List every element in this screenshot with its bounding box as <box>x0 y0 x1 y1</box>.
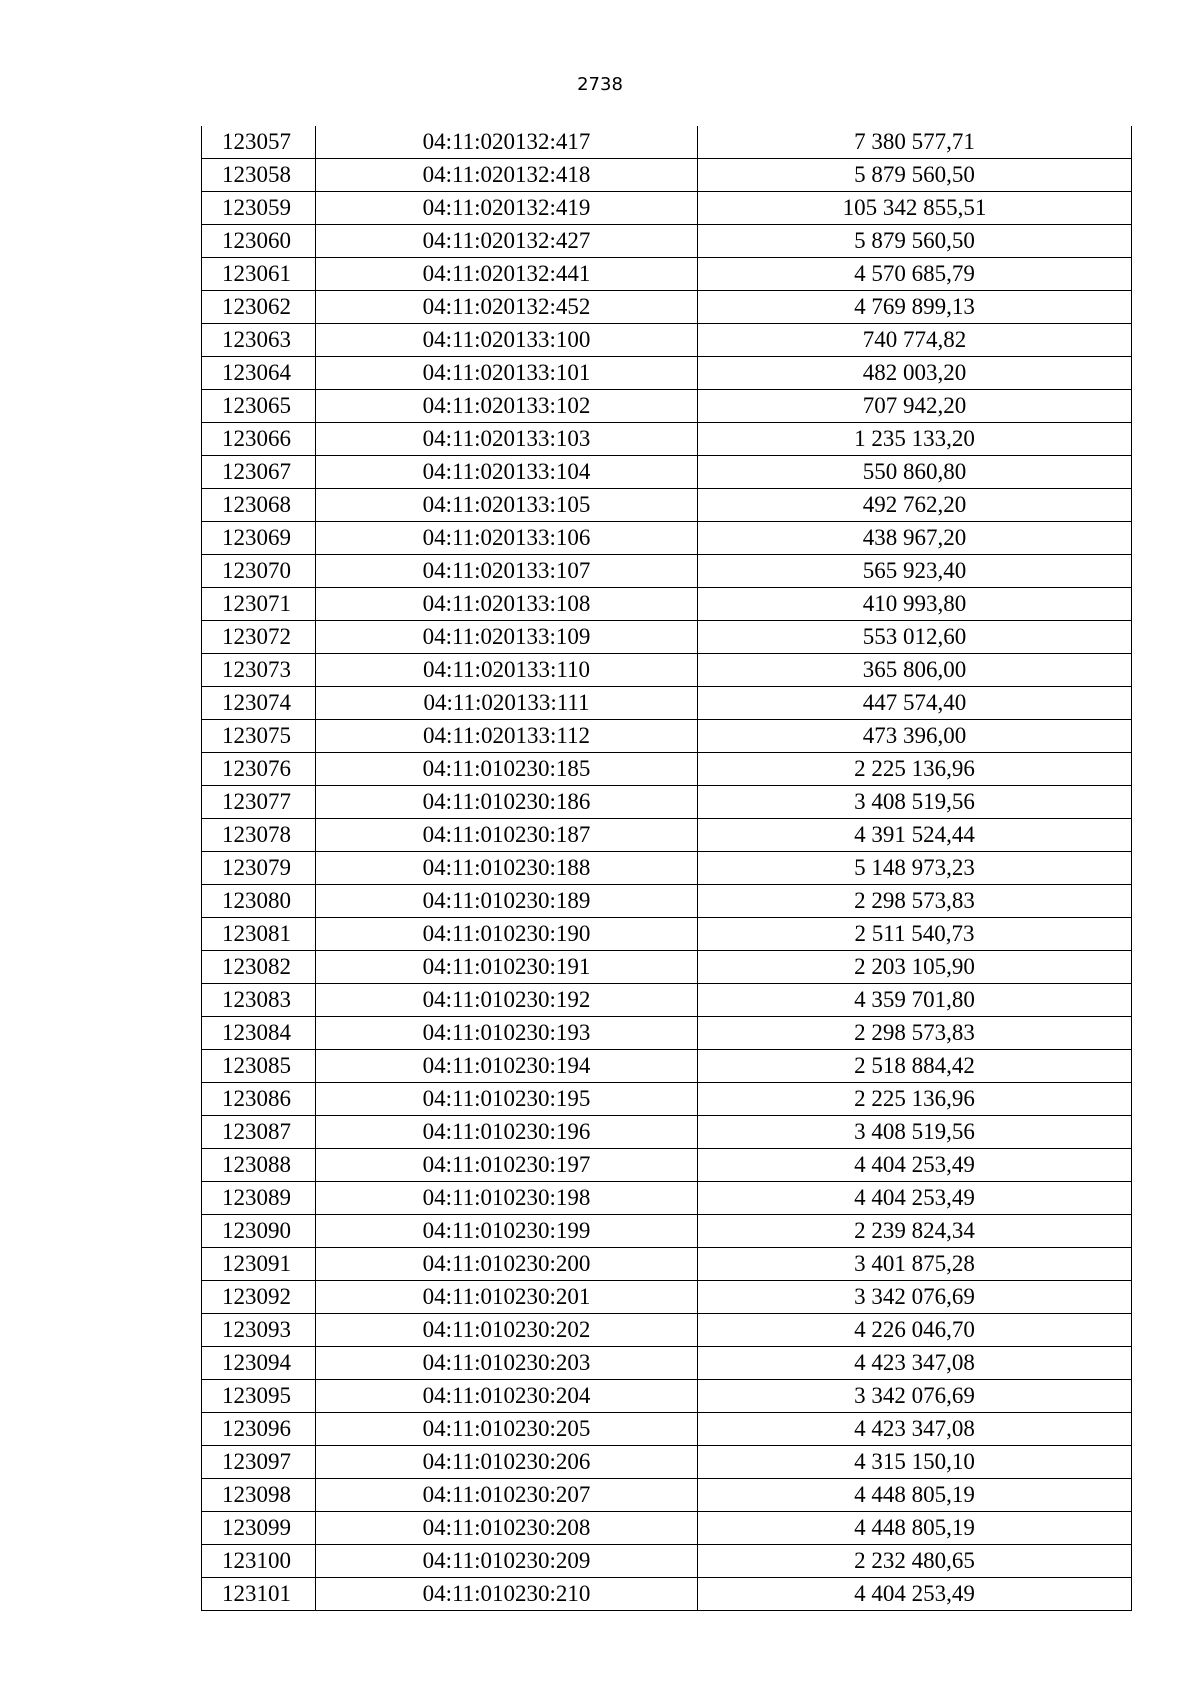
cadastral-value-cell: 740 774,82 <box>698 324 1132 357</box>
cadastral-value-cell: 105 342 855,51 <box>698 192 1132 225</box>
cadastral-number-cell: 04:11:020132:418 <box>316 159 698 192</box>
table-row <box>202 423 1132 456</box>
table-row <box>202 1116 1132 1149</box>
row-number-cell: 123086 <box>202 1083 316 1116</box>
cadastral-value-cell: 4 226 046,70 <box>698 1314 1132 1347</box>
cadastral-number-cell: 04:11:020133:100 <box>316 324 698 357</box>
cadastral-number-cell: 04:11:010230:196 <box>316 1116 698 1149</box>
row-number-cell: 123078 <box>202 819 316 852</box>
table-row <box>202 1083 1132 1116</box>
row-number-cell: 123095 <box>202 1380 316 1413</box>
table-row <box>202 192 1132 225</box>
cadastral-value-cell: 4 448 805,19 <box>698 1479 1132 1512</box>
row-number-cell: 123101 <box>202 1578 316 1611</box>
cadastral-value-cell: 2 298 573,83 <box>698 1017 1132 1050</box>
cadastral-number-cell: 04:11:010230:204 <box>316 1380 698 1413</box>
row-number-cell: 123074 <box>202 687 316 720</box>
table-row <box>202 1050 1132 1083</box>
cadastral-value-cell: 553 012,60 <box>698 621 1132 654</box>
cadastral-value-cell: 7 380 577,71 <box>698 126 1132 159</box>
row-number-cell: 123062 <box>202 291 316 324</box>
cadastral-value-cell: 2 225 136,96 <box>698 753 1132 786</box>
table-row <box>202 819 1132 852</box>
table-row <box>202 621 1132 654</box>
table-row <box>202 291 1132 324</box>
cadastral-number-cell: 04:11:020133:111 <box>316 687 698 720</box>
cadastral-number-cell: 04:11:020133:101 <box>316 357 698 390</box>
row-number-cell: 123085 <box>202 1050 316 1083</box>
cadastral-value-cell: 5 148 973,23 <box>698 852 1132 885</box>
cadastral-value-cell: 565 923,40 <box>698 555 1132 588</box>
cadastral-number-cell: 04:11:010230:195 <box>316 1083 698 1116</box>
row-number-cell: 123059 <box>202 192 316 225</box>
cadastral-value-cell: 4 315 150,10 <box>698 1446 1132 1479</box>
cadastral-number-cell: 04:11:020132:452 <box>316 291 698 324</box>
cadastral-value-cell: 4 448 805,19 <box>698 1512 1132 1545</box>
row-number-cell: 123067 <box>202 456 316 489</box>
table-row <box>202 1347 1132 1380</box>
row-number-cell: 123080 <box>202 885 316 918</box>
cadastral-number-cell: 04:11:020133:110 <box>316 654 698 687</box>
cadastral-number-cell: 04:11:020133:109 <box>316 621 698 654</box>
table-row <box>202 1281 1132 1314</box>
table-row <box>202 225 1132 258</box>
table-row <box>202 918 1132 951</box>
table-row <box>202 1248 1132 1281</box>
cadastral-value-cell: 410 993,80 <box>698 588 1132 621</box>
cadastral-number-cell: 04:11:010230:205 <box>316 1413 698 1446</box>
row-number-cell: 123066 <box>202 423 316 456</box>
row-number-cell: 123082 <box>202 951 316 984</box>
row-number-cell: 123076 <box>202 753 316 786</box>
cadastral-value-cell: 4 769 899,13 <box>698 291 1132 324</box>
cadastral-number-cell: 04:11:010230:199 <box>316 1215 698 1248</box>
row-number-cell: 123077 <box>202 786 316 819</box>
table-body <box>202 126 1132 1611</box>
table-row <box>202 786 1132 819</box>
cadastral-value-cell: 473 396,00 <box>698 720 1132 753</box>
table-row <box>202 456 1132 489</box>
cadastral-number-cell: 04:11:010230:194 <box>316 1050 698 1083</box>
cadastral-value-cell: 482 003,20 <box>698 357 1132 390</box>
row-number-cell: 123057 <box>202 126 316 159</box>
table-row <box>202 126 1132 159</box>
cadastral-number-cell: 04:11:010230:193 <box>316 1017 698 1050</box>
table-row <box>202 1545 1132 1578</box>
table-row <box>202 1182 1132 1215</box>
table-row <box>202 555 1132 588</box>
cadastral-value-cell: 4 391 524,44 <box>698 819 1132 852</box>
cadastral-number-cell: 04:11:010230:206 <box>316 1446 698 1479</box>
cadastral-value-cell: 1 235 133,20 <box>698 423 1132 456</box>
cadastral-value-cell: 3 401 875,28 <box>698 1248 1132 1281</box>
table-row <box>202 1446 1132 1479</box>
cadastral-value-cell: 5 879 560,50 <box>698 225 1132 258</box>
cadastral-number-cell: 04:11:010230:200 <box>316 1248 698 1281</box>
table-row <box>202 1512 1132 1545</box>
cadastral-number-cell: 04:11:010230:190 <box>316 918 698 951</box>
row-number-cell: 123072 <box>202 621 316 654</box>
table-row <box>202 687 1132 720</box>
row-number-cell: 123098 <box>202 1479 316 1512</box>
cadastral-number-cell: 04:11:010230:188 <box>316 852 698 885</box>
cadastral-value-cell: 5 879 560,50 <box>698 159 1132 192</box>
cadastral-value-cell: 3 408 519,56 <box>698 1116 1132 1149</box>
cadastral-value-cell: 365 806,00 <box>698 654 1132 687</box>
cadastral-value-cell: 550 860,80 <box>698 456 1132 489</box>
cadastral-number-cell: 04:11:020132:441 <box>316 258 698 291</box>
table-row <box>202 324 1132 357</box>
cadastral-number-cell: 04:11:020132:419 <box>316 192 698 225</box>
row-number-cell: 123073 <box>202 654 316 687</box>
table-row <box>202 258 1132 291</box>
cadastral-value-cell: 3 342 076,69 <box>698 1281 1132 1314</box>
row-number-cell: 123081 <box>202 918 316 951</box>
row-number-cell: 123097 <box>202 1446 316 1479</box>
cadastral-number-cell: 04:11:010230:202 <box>316 1314 698 1347</box>
cadastral-value-cell: 2 511 540,73 <box>698 918 1132 951</box>
cadastral-number-cell: 04:11:020132:427 <box>316 225 698 258</box>
cadastral-value-cell: 3 408 519,56 <box>698 786 1132 819</box>
cadastral-number-cell: 04:11:010230:210 <box>316 1578 698 1611</box>
table-row <box>202 1149 1132 1182</box>
row-number-cell: 123091 <box>202 1248 316 1281</box>
cadastral-number-cell: 04:11:020133:112 <box>316 720 698 753</box>
row-number-cell: 123060 <box>202 225 316 258</box>
cadastral-number-cell: 04:11:010230:197 <box>316 1149 698 1182</box>
cadastral-number-cell: 04:11:010230:208 <box>316 1512 698 1545</box>
cadastral-value-cell: 4 404 253,49 <box>698 1149 1132 1182</box>
row-number-cell: 123068 <box>202 489 316 522</box>
cadastral-value-cell: 707 942,20 <box>698 390 1132 423</box>
cadastral-value-cell: 4 404 253,49 <box>698 1578 1132 1611</box>
table-row <box>202 654 1132 687</box>
cadastral-value-table <box>201 126 1132 1611</box>
cadastral-number-cell: 04:11:010230:207 <box>316 1479 698 1512</box>
row-number-cell: 123093 <box>202 1314 316 1347</box>
table-row <box>202 885 1132 918</box>
table-row <box>202 753 1132 786</box>
cadastral-number-cell: 04:11:010230:187 <box>316 819 698 852</box>
row-number-cell: 123087 <box>202 1116 316 1149</box>
row-number-cell: 123090 <box>202 1215 316 1248</box>
cadastral-value-cell: 2 298 573,83 <box>698 885 1132 918</box>
row-number-cell: 123089 <box>202 1182 316 1215</box>
cadastral-number-cell: 04:11:020133:103 <box>316 423 698 456</box>
cadastral-number-cell: 04:11:010230:189 <box>316 885 698 918</box>
table-row <box>202 588 1132 621</box>
table-row <box>202 489 1132 522</box>
table-row <box>202 720 1132 753</box>
cadastral-number-cell: 04:11:010230:198 <box>316 1182 698 1215</box>
row-number-cell: 123092 <box>202 1281 316 1314</box>
table-row <box>202 1578 1132 1611</box>
row-number-cell: 123070 <box>202 555 316 588</box>
cadastral-number-cell: 04:11:010230:201 <box>316 1281 698 1314</box>
cadastral-value-cell: 2 518 884,42 <box>698 1050 1132 1083</box>
table-row <box>202 951 1132 984</box>
cadastral-value-cell: 2 239 824,34 <box>698 1215 1132 1248</box>
row-number-cell: 123094 <box>202 1347 316 1380</box>
page-number: 2738 <box>577 74 623 95</box>
table-row <box>202 1413 1132 1446</box>
cadastral-value-cell: 2 203 105,90 <box>698 951 1132 984</box>
row-number-cell: 123063 <box>202 324 316 357</box>
cadastral-value-cell: 4 570 685,79 <box>698 258 1132 291</box>
row-number-cell: 123069 <box>202 522 316 555</box>
cadastral-value-cell: 492 762,20 <box>698 489 1132 522</box>
cadastral-value-cell: 4 423 347,08 <box>698 1413 1132 1446</box>
cadastral-number-cell: 04:11:010230:192 <box>316 984 698 1017</box>
table-row <box>202 1479 1132 1512</box>
cadastral-number-cell: 04:11:010230:203 <box>316 1347 698 1380</box>
row-number-cell: 123088 <box>202 1149 316 1182</box>
cadastral-value-cell: 2 225 136,96 <box>698 1083 1132 1116</box>
row-number-cell: 123064 <box>202 357 316 390</box>
cadastral-number-cell: 04:11:020133:106 <box>316 522 698 555</box>
cadastral-number-cell: 04:11:010230:191 <box>316 951 698 984</box>
table-row <box>202 984 1132 1017</box>
cadastral-value-cell: 438 967,20 <box>698 522 1132 555</box>
row-number-cell: 123065 <box>202 390 316 423</box>
row-number-cell: 123100 <box>202 1545 316 1578</box>
row-number-cell: 123079 <box>202 852 316 885</box>
cadastral-number-cell: 04:11:020133:107 <box>316 555 698 588</box>
table-row <box>202 390 1132 423</box>
table-row <box>202 522 1132 555</box>
cadastral-number-cell: 04:11:010230:209 <box>316 1545 698 1578</box>
cadastral-number-cell: 04:11:010230:185 <box>316 753 698 786</box>
cadastral-value-cell: 4 423 347,08 <box>698 1347 1132 1380</box>
table-row <box>202 1380 1132 1413</box>
row-number-cell: 123083 <box>202 984 316 1017</box>
row-number-cell: 123099 <box>202 1512 316 1545</box>
cadastral-number-cell: 04:11:020133:102 <box>316 390 698 423</box>
row-number-cell: 123075 <box>202 720 316 753</box>
cadastral-number-cell: 04:11:020133:105 <box>316 489 698 522</box>
cadastral-number-cell: 04:11:010230:186 <box>316 786 698 819</box>
cadastral-number-cell: 04:11:020133:104 <box>316 456 698 489</box>
row-number-cell: 123061 <box>202 258 316 291</box>
row-number-cell: 123084 <box>202 1017 316 1050</box>
table-row <box>202 1215 1132 1248</box>
table-row <box>202 159 1132 192</box>
row-number-cell: 123071 <box>202 588 316 621</box>
cadastral-number-cell: 04:11:020132:417 <box>316 126 698 159</box>
cadastral-value-cell: 447 574,40 <box>698 687 1132 720</box>
table-row <box>202 1017 1132 1050</box>
table-row <box>202 1314 1132 1347</box>
cadastral-value-cell: 4 404 253,49 <box>698 1182 1132 1215</box>
row-number-cell: 123058 <box>202 159 316 192</box>
table-row <box>202 357 1132 390</box>
cadastral-value-cell: 4 359 701,80 <box>698 984 1132 1017</box>
cadastral-number-cell: 04:11:020133:108 <box>316 588 698 621</box>
row-number-cell: 123096 <box>202 1413 316 1446</box>
cadastral-value-cell: 2 232 480,65 <box>698 1545 1132 1578</box>
cadastral-value-cell: 3 342 076,69 <box>698 1380 1132 1413</box>
table-row <box>202 852 1132 885</box>
